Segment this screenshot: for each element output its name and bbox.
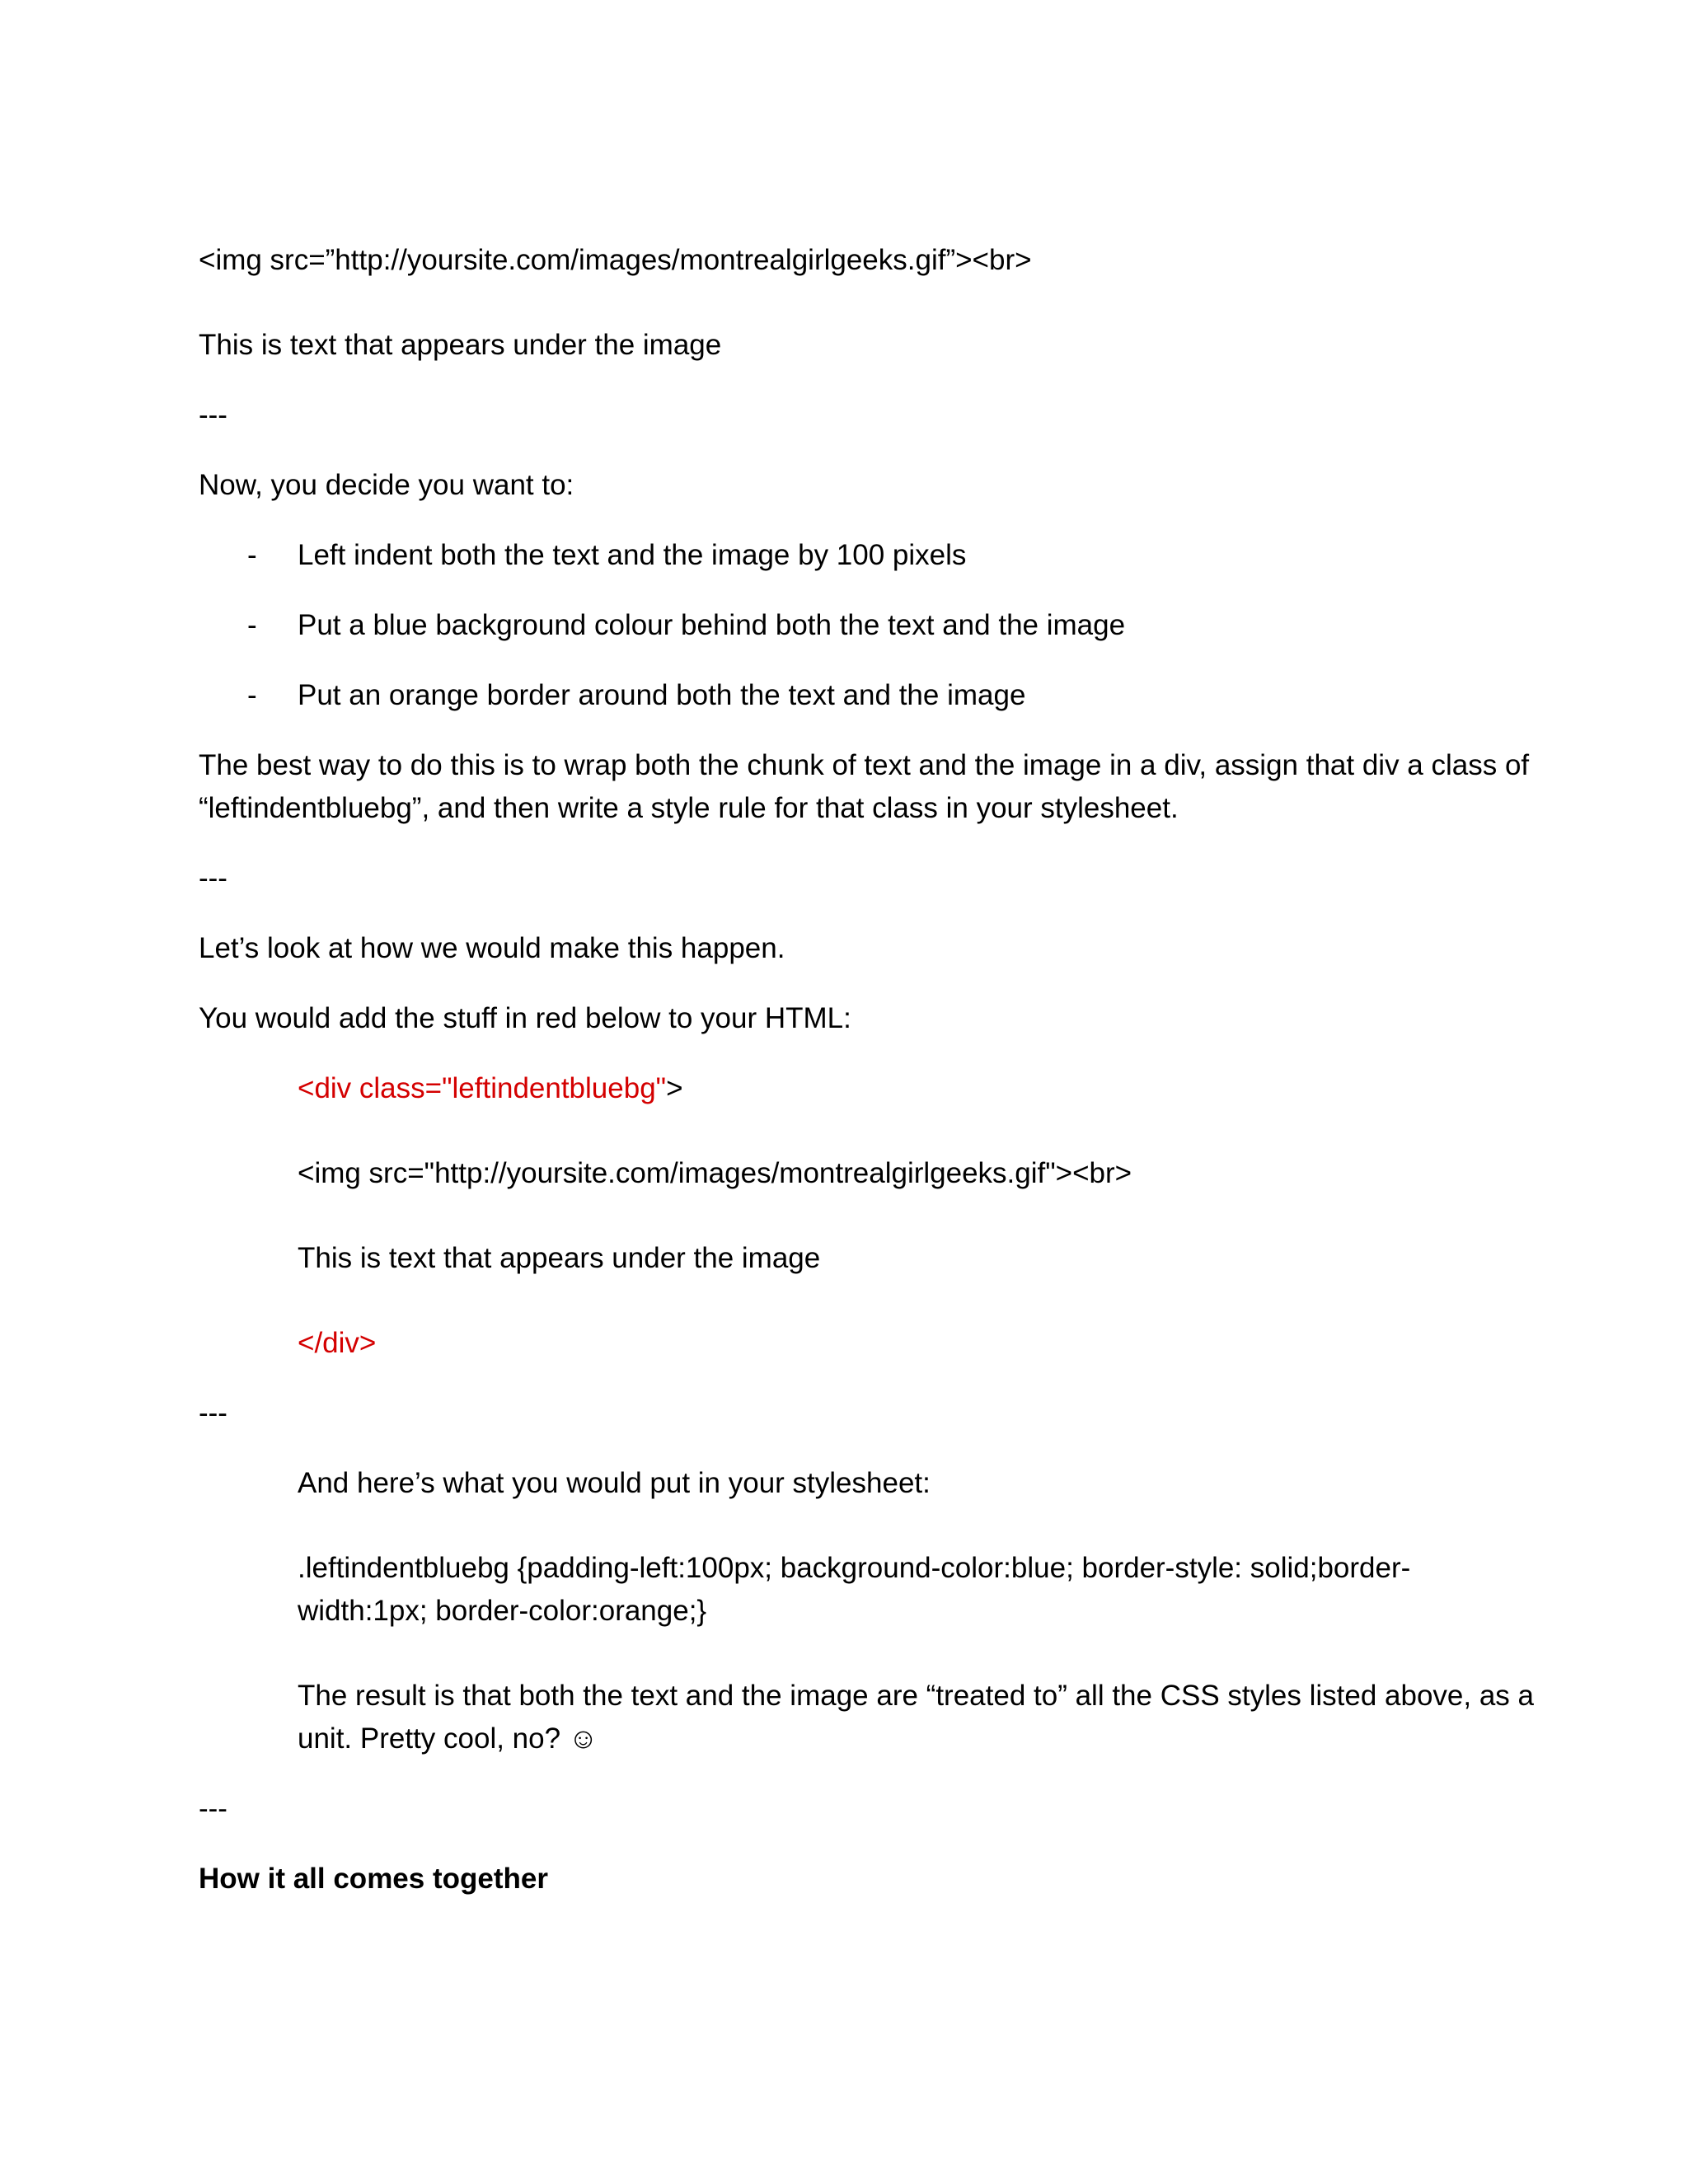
paragraph: The result is that both the text and the image are “treated to” all the CSS styles listed above, as a [298, 1680, 1534, 1712]
paragraph: You would add the stuff in red below to your HTML: [199, 1002, 851, 1034]
code-div-open [298, 1067, 683, 1110]
code-div-open-bracket: > [666, 1072, 683, 1104]
bullet-item: Left indent both the text and the image by 100 pixels [298, 539, 967, 571]
bullet-item: Put a blue background colour behind both the text and the image [298, 609, 1126, 641]
separator: --- [199, 399, 227, 431]
separator: --- [199, 1793, 227, 1825]
css-rule-line: .leftindentbluebg {padding-left:100px; background-color:blue; border-style: solid;border- [298, 1552, 1411, 1584]
code-img-line: <img src="http://yoursite.com/images/montrealgirlgeeks.gif"><br> [298, 1157, 1132, 1189]
separator: --- [199, 862, 227, 894]
bullet-marker: - [247, 539, 257, 571]
text-line: This is text that appears under the image [199, 329, 722, 361]
code-div-open-red: <div class="leftindentbluebg" [298, 1072, 667, 1104]
separator: --- [199, 1397, 227, 1429]
paragraph: The best way to do this is to wrap both the chunk of text and the image in a div, assign that div a class of [199, 749, 1530, 781]
code-line-img: <img src=”http://yoursite.com/images/montrealgirlgeeks.gif”><br> [199, 244, 1032, 276]
css-rule-line: width:1px; border-color:orange;} [298, 1595, 707, 1627]
bullet-marker: - [247, 609, 257, 641]
bullet-marker: - [247, 679, 257, 711]
paragraph: “leftindentbluebg”, and then write a style rule for that class in your stylesheet. [199, 792, 1179, 824]
paragraph: Let’s look at how we would make this happen. [199, 932, 785, 964]
code-text-line: This is text that appears under the image [298, 1242, 821, 1274]
paragraph: And here’s what you would put in your stylesheet: [298, 1467, 931, 1499]
section-heading: How it all comes together [199, 1863, 548, 1895]
paragraph: Now, you decide you want to: [199, 469, 574, 501]
bullet-item: Put an orange border around both the text and the image [298, 679, 1026, 711]
code-div-close: </div> [298, 1327, 377, 1359]
paragraph: unit. Pretty cool, no? ☺ [298, 1722, 598, 1755]
